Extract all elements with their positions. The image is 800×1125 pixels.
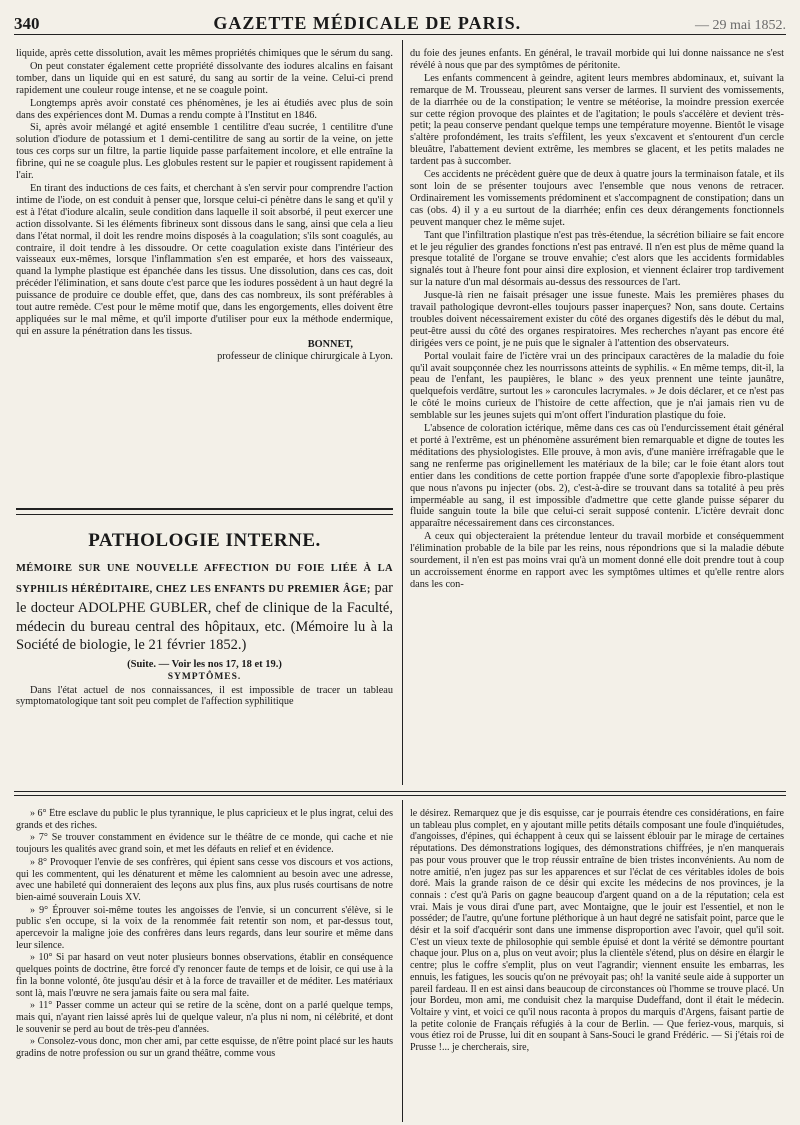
article-column-top-right — [410, 48, 784, 783]
memoir-title-caps: MÉMOIRE SUR UNE NOUVELLE AFFECTION DU FOIE LIÉE À LA SYPHILIS HÉRÉDITAIRE, CHEZ LES ENFANTS DU PREMIER ÂGE; — [16, 563, 393, 595]
page-header — [14, 8, 786, 35]
memoir-title — [16, 558, 393, 655]
paragraph: » 9° Éprouver soi-même toutes les angoisses de l'envie, si un concurrent s'élève, si le public s'en occupe, si la voix de la renommée fait retentir son nom, et par-dessus tout, apercevoir la maligne joie des confrères dans leurs regards, dans leur sourire et même dans leur silence. — [16, 904, 393, 951]
article-column-top-left — [16, 48, 393, 478]
author-signature — [16, 339, 393, 363]
paragraph: En tirant des inductions de ces faits, et cherchant à s'en servir pour comprendre l'action intime de l'iode, on est conduit à penser que, lorsque celui-ci pénètre dans le sang et qu'il y est à l'état d'iodure alcalin, seule condition dans laquelle il soit absorbé, il peut exercer une action dissolvante. Si les éléments fibrineux sont dissous dans le sang, ainsi que cela a lieu dans l'état normal, il doit les rendre moins disposés à la coagulation; s'ils sont coagulés, au contraire, il doit tendre à les dissoudre. Or cette coagulation existe dans l'intérieur des vaisseaux eux-mêmes, lorsque l'inflammation s'en est emparée, et hors des vaisseaux, quand la lymphe plastique est épanchée dans les tissus. Une dissolution, dans ces cas, doit précéder l'élimination, et sans doute c'est parce que les iodures possèdent à un haut degré la puissance de produire ce double effet, que, dans des cas nombreux, ils sont préférables à tout autre remède. C'est pour le même motif que, dans les engorgements, elles doivent être appliquées sur le mal même, et qu'il importe d'utiliser pour eux la méthode endermique, qui en assure la pénétration dans les tissus. — [16, 182, 393, 337]
feuilleton-column-right — [410, 808, 784, 1120]
paragraph: Portal voulait faire de l'ictère vrai un des principaux caractères de la maladie du foie qu'il avait soupçonnée chez les nourrissons atteints de syphilis. « En même temps, dit-il, la peau de l'enfant, les paupières, le blanc » des yeux prennent une teinte jaunâtre, quelquefois verdâtre, surtout les » caroncules lacrymales. » Je dois déclarer, et ce n'est pas le côté le moins curieux de l'histoire de cette affection, que je n'ai jamais rien vu de semblable sur les jeunes sujets qui m'ont offert l'induration plastique du foie. — [410, 350, 784, 422]
paragraph: liquide, après cette dissolution, avait les mêmes propriétés chimiques que le sérum du sang. — [16, 48, 393, 59]
feuilleton-column-left — [16, 808, 393, 1120]
feuilleton-separator — [14, 791, 786, 796]
paragraph: » 10° Si par hasard on veut noter plusieurs bonnes observations, établir en conséquence quelques points de doctrine, être forcé d'y renoncer faute de temps et de loisir, ce qui use à la fin la bonne volonté, ôte jusqu'au désir et à la force de travailler et de méditer. Les matériaux sont là, mais l'œuvre ne sera jamais faite ou sera mal faite. — [16, 952, 393, 999]
column-divider-bottom — [402, 800, 403, 1122]
issue-date: — 29 mai 1852. — [695, 18, 786, 33]
subheading: SYMPTÔMES. — [167, 671, 242, 682]
signature-name: BONNET, — [307, 338, 353, 350]
page-number: 340 — [14, 14, 40, 33]
paragraph: Si, après avoir mélangé et agité ensemble 1 centilitre d'eau sucrée, 1 centilitre d'une solution d'iodure de potassium et 1 demi-centilitre de sang au sortir de la veine, on jette tous ces corps sur un filtre, la partie liquide passe parfaitement incolore, et elle entraîne la fibrine, qui ne se coagule plus. Les globules restent sur le papier et rougissent rapidement à l'air. — [16, 122, 393, 182]
paragraph: Longtemps après avoir constaté ces phénomènes, je les ai étudiés avec plus de soin dans des expériences dont M. Dumas a rendu compte à l'Institut en 1846. — [16, 97, 393, 121]
journal-title: GAZETTE MÉDICALE DE PARIS. — [213, 13, 522, 33]
paragraph: » 6° Être esclave du public le plus tyrannique, le plus capricieux et le plus ingrat, celui des grands et des riches. — [16, 808, 393, 831]
section-title: PATHOLOGIE INTERNE. — [88, 530, 321, 551]
paragraph: le désirez. Remarquez que je dis esquisse, car je pourrais étendre ces considérations, en faire un tableau plus complet, en y ajoutant mille petits détails composant une foule d'inquiétudes, d'angoisses, d'épines, qui échappent à ceux qui se laissent éblouir par le mirage de certaines réputations. Des démonstrations logiques, des démonstrations chiffrées, je n'en manquerais pas pour vous prouver que le trop réussir entraîne de bien tristes inconvénients. Au nom de notre amitié, n'en jugez pas sur les apparences et sur l'éclat de ces véritables idoles de bois doré. Mais la grande raison de ce désir qui excite les médecins de nos provinces, je la connais : c'est qu'à Paris on gagne beaucoup d'argent quand on a de la réputation; cela est vrai. Mais je vous dirai d'une part, avec Montaigne, que le jouir est l'essentiel, et non le posséder; de l'autre, qu'une fortune pléthorique à un haut degré ne satisfait point, parce que le désir et la soif d'acquérir sont dans une immense disproportion avec l'avoir, quel qu'il soit. C'est un vieux texte de philosophie qui semble épuisé et dont la vérité se démontre pourtant chaque jour. Plus on a, plus on veut avoir; plus la clientèle s'étend, plus on désire en élargir le centre; plus le coffre s'emplit, plus on veut l'agrandir; viennent ensuite les embarras, les ennuis, les fatigues, les soucis qu'on ne prévoyait pas; oh! la vanité seule aide à supporter un pareil fardeau. Il en est ainsi dans beaucoup de circonstances où l'homme se trouve placé. Un jour Bordeu, mon ami, me conduisit chez la marquise Dudeffand, dont il était le médecin. Voltaire y vint, et voici ce qu'il nous raconta à propos du marquis d'Argens, faisant partie de la petite colonie de Français réfugiés à la cour de Berlin. — Que feriez-vous, marquis, si vous étiez roi de Prusse, lui dit en soupant à Sans-Souci le grand Frédéric. — Si j'étais roi de Prusse !... je chercherais, sire, — [410, 808, 784, 1054]
paragraph: » 11° Passer comme un acteur qui se retire de la scène, dont on a parlé quelque temps, mais qui, n'ayant rien laissé après lui de quelque valeur, n'a plus ni nom, ni célébrité, et dont le souvenir se perd au bout de très-peu d'années. — [16, 1000, 393, 1035]
paragraph: On peut constater également cette propriété dissolvante des iodures alcalins en faisant tomber, dans un liquide qui en est saturé, du sang au sortir de la veine. Celui-ci prend rapidement une couleur rouge intense, et ne se coagule point. — [16, 60, 393, 96]
paragraph: du foie des jeunes enfants. En général, le travail morbide qui lui donne naissance ne s'est révélé à nous que par des symptômes de péritonite. — [410, 48, 784, 71]
continuation-note: (Suite. — Voir les nos 17, 18 et 19.) — [127, 658, 282, 670]
paragraph: » 7° Se trouver constamment en évidence sur le théâtre de ce monde, qui cache et nie toujours les qualités avec grand soin, et met les défauts en relief et en évidence. — [16, 832, 393, 856]
paragraph: » 8° Provoquer l'envie de ses confrères, qui épient sans cesse vos discours et vos actions, qui les commentent, qui les dénaturent et même les calomnient au besoin avec une adresse, avec une habileté qui donneraient des leçons aux plus fins, aux plus rusés courtisans de notre bien-aimé souverain Louis XV. — [16, 856, 393, 903]
memoir-title-author: par le docteur ADOLPHE GUBLER, chef de clinique de la Faculté, médecin du bureau central des hôpitaux, etc. (Mémoire lu à la Société de biologie, le 21 février 1852.) — [16, 579, 393, 653]
paragraph: A ceux qui objecteraient la prétendue lenteur du travail morbide et conséquemment l'élimination probable de la bile par les reins, nous répondrions que si la maladie débute sourdement, il n'en est pas moins vrai qu'à un moment donné elle doit prendre tout à coup un accroissement énorme en rapport avec les symptômes ultimes et qu'elle rentre alors dans les con- — [410, 531, 784, 590]
paragraph: » Consolez-vous donc, mon cher ami, par cette esquisse, de n'être point placé sur les hauts gradins de notre profession ou sur un grand théâtre, comme vous — [16, 1036, 393, 1060]
column-divider-top — [402, 40, 403, 785]
section-rule — [16, 508, 393, 515]
section-block — [16, 530, 393, 790]
paragraph: Tant que l'infiltration plastique n'est pas très-étendue, la sécrétion biliaire se fait encore et le jeu régulier des grandes fonctions n'est pas entravé. Il n'en est plus de même quand la presque totalité de l'organe se trouve envahie; c'est alors que les accidents formidables signalés tout à l'heure font pour ainsi dire explosion, et viennent éclairer trop tardivement sur la nature d'un mal désormais au-dessus des ressources de l'art. — [410, 229, 784, 289]
paragraph: Les enfants commencent à geindre, agitent leurs membres abdominaux, et, suivant la remarque de M. Trousseau, pleurent sans verser de larmes. Il survient des vomissements, de la diarrhée ou de la constipation; le ventre se météorise, la moindre pression exercée sur cette région provoque des plaintes et de l'agitation; le pouls s'accélère et devient très-petit; la peau conserve pendant quelque temps une température moyenne. Bientôt le visage s'altère profondément, les traits s'effilent, les yeux s'excavent et s'entourent d'un cercle bleuâtre, l'abattement devient extrême, les membres se glacent, et les petits malades ne tardent pas à succomber. — [410, 72, 784, 168]
paragraph: Jusque-là rien ne faisait présager une issue funeste. Mais les premières phases du travail pathologique devront-elles toujours passer inaperçues? Non, sans doute. Certains troubles doivent nécessairement exister du côté des organes digestifs dès le début du mal, peut-être aussi du côté des organes respiratoires. Mes recherches n'ayant pas encore été dirigées vers ce point, je ne puis que le signaler à l'attention des observateurs. — [410, 290, 784, 349]
paragraph: Dans l'état actuel de nos connaissances, il est impossible de tracer un tableau symptomatologique tant soit peu complet de l'affection syphilitique — [16, 684, 393, 708]
paragraph: L'absence de coloration ictérique, même dans ces cas où l'endurcissement était général et porté à l'extrême, est un phénomène assurément bien remarquable et digne de toutes les méditations des physiologistes. Elle prouve, à mon avis, d'une manière irréfragable que le sang ne renferme pas originellement les matériaux de la bile; car le foie étant alors tout entier dans les conditions de cette portion frappée d'une sorte d'apoplexie fibro-plastique que nous n'avons pu injecter (obs. 2), c'est-à-dire se trouvant dans sa totalité à peu près imperméable au sang, il est impossible d'admettre que cette glande puisse séparer du fluide sanguin toute la bile que celui-ci serait supposé contenir. L'ictère devrait donc apparaître nécessairement dans ces circonstances. — [410, 423, 784, 530]
signature-role: professeur de clinique chirurgicale à Lyon. — [217, 350, 393, 362]
paragraph: Ces accidents ne précèdent guère que de deux à quatre jours la terminaison fatale, et ils sont loin de se présenter toujours avec l'ensemble que nous venons de retracer. Ordinairement les vomissements prédominent et s'accompagnent de constipation; dans un cas (obs. 4) il y a eu surtout de la diarrhée; enfin ces deux dérangements fonctionnels peuvent manquer chez le même sujet. — [410, 169, 784, 228]
